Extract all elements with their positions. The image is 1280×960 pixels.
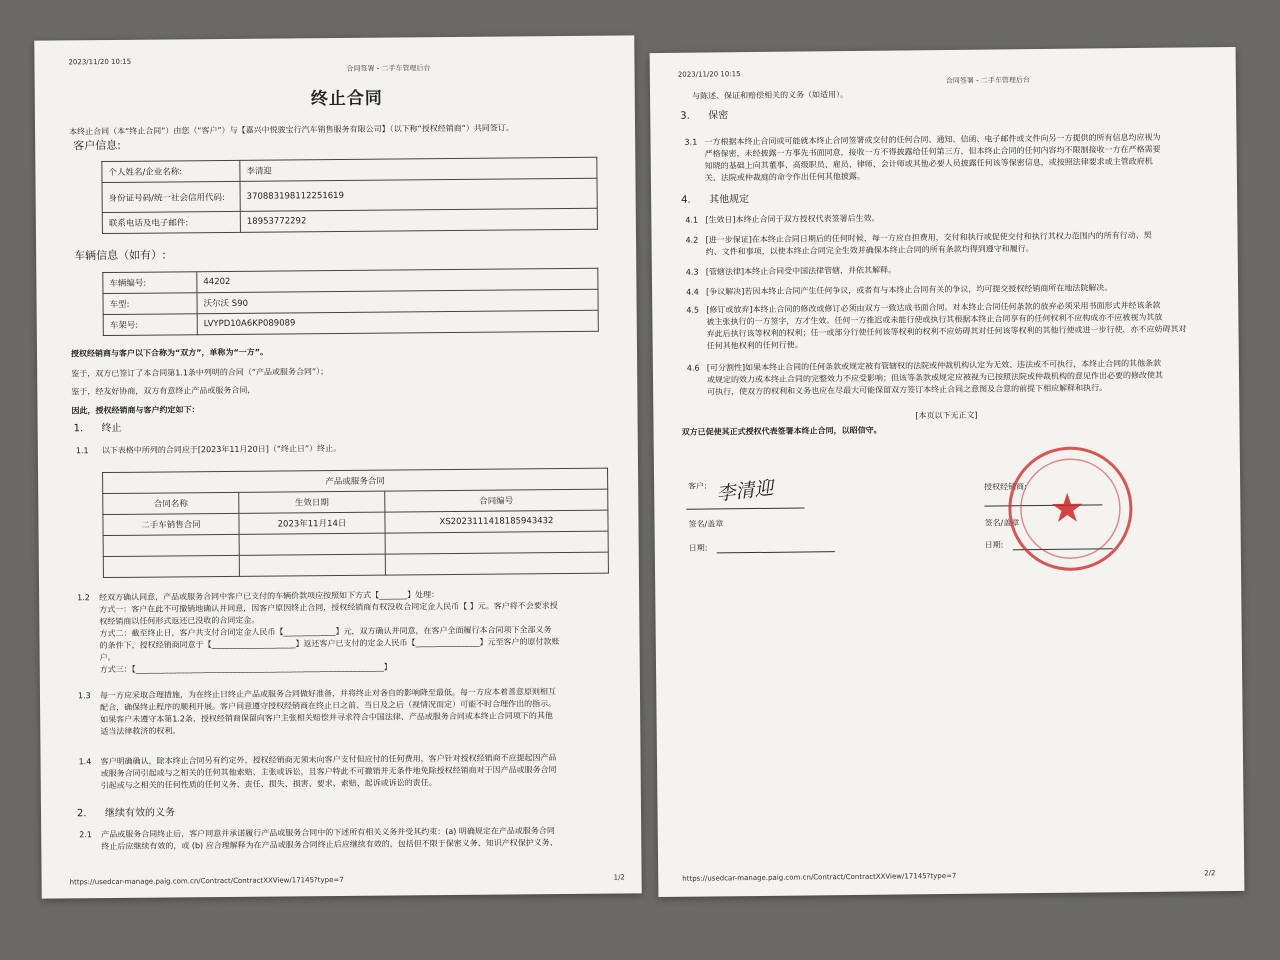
clause-line: 严格保密，未经披露一方事先书面同意，接收一方不得披露给任何第三方，但本终止合同的任何内容均不限制接收一方在严格需要 [704,144,1161,159]
clause-4-5 [706,299,1226,352]
clause-line: 方式三：【______________________________________________________________】 [99,662,392,675]
table-cell [103,555,239,577]
page-url: https://usedcar-manage.paig.com.cn/Contract/ContractXXView/17145?type=7 [682,871,957,883]
customer-info-heading: 客户信息: [73,138,121,153]
section-1-number: 1. [73,423,84,435]
table-cell [239,554,385,576]
clause-line: 引起或与之相关的任何性质的任何义务、责任、损失、损害、要求、索赔、起诉或诉讼的责任。 [100,778,437,791]
clause-1-3-number: 1.3 [77,691,91,701]
clause-4-5-number: 4.5 [686,305,700,315]
clause-line: 方式二：截至终止日，客户共支付合同定金人民币【_____________】元，双方确认并同意，在客户全面履行本合同项下全部义务 [99,625,552,639]
vehicle-value: 沃尔沃 S90 [197,289,598,313]
clause-4-3-number: 4.3 [685,267,699,277]
customer-sign-caption: 签名/盖章 [688,519,724,529]
clause-3-1-number: 3.1 [684,137,698,147]
vehicle-info-heading: 车辆信息（如有）: [74,248,166,263]
clause-line: 如果客户未遵守本第1.2条，授权经销商保留向客户主张相关赔偿并寻求符合中国法律、产品或服务合同或本终止合同项下的其他 [100,711,553,725]
clause-4-4-number: 4.4 [686,287,699,297]
clause-line: 产品或服务合同终止后，客户同意并承诺履行产品或服务合同中的下述所有相关义务并受其约束：(a) 明确规定在产品或服务合同 [101,826,555,840]
clause-4-1: [生效日]本终止合同于双方授权代表签署后生效。 [705,213,880,225]
print-timestamp: 2023/11/20 10:15 [677,70,741,79]
customer-value: 李清迎 [240,157,597,181]
table-cell: 2023年11月14日 [239,512,385,534]
table-cell [385,531,608,554]
dealer-sign-caption: 签名/盖章 [984,518,1020,528]
contract-table [102,468,609,578]
contract-table-caption: 产品或服务合同 [103,468,608,493]
customer-value: 18953772292 [240,208,597,232]
vehicle-label: 车架号: [103,314,197,336]
section-2-title: 继续有效的义务 [104,807,176,820]
table-row [102,208,597,233]
column-header: 生效日期 [239,491,385,513]
clause-line: 知晓的基础上向其董事、高级职员、雇员、律师、会计师或其他必要人员披露任何该等保密信息，或按照法律要求或主管政府机 [704,156,1153,171]
clause-line: 终止后应继续有效的，或 (b) 应合理解释为在产品或服务合同终止后应继续有效的，包括但不限于保密义务、知识产权保护义务、 [101,838,558,852]
table-cell [239,533,385,555]
section-3-number: 3. [680,110,690,122]
customer-sign-label: 客户: [688,481,707,491]
clause-line: [进一步保证]在本终止合同日期后的任何时候，每一方应自担费用，交付和执行或促使交付和执行其权力范围内的所有行动、契 [705,230,1152,245]
clause-1-4 [101,751,631,792]
customer-date-label: 日期: [688,543,708,553]
clause-line: 经双方确认同意，产品或服务合同中客户已支付的车辆价款项应按照如下方式【_______】处理： [99,590,440,603]
intro-paragraph: 本终止合同（本“终止合同”）由您（“客户”）与【嘉兴中悦骏宝行汽车销售服务有限公司】（以下称“授权经销商”）共同签订。 [69,123,514,137]
vehicle-value: 44202 [197,268,598,292]
document-title: 终止合同 [310,88,383,110]
party-definition: 授权经销商与客户以下合称为“双方”，单称为“一方”。 [70,347,269,359]
customer-date-line [717,551,835,553]
table-cell [385,552,608,575]
customer-value: 370883198112251619 [240,178,597,211]
clause-3-1 [704,131,1224,184]
clause-line: 可执行，使双方的权利和义务也应在尽最大可能保留双方签订本终止合同之意图及合意的前提下相应解释和执行。 [707,383,1108,397]
clause-line: [修订或放弃]本终止合同的修改或修订必须由双方一致达成书面合同。对本终止合同任何条款的放弃必须采用书面形式并经该条款 [706,300,1161,315]
table-cell [103,534,239,556]
clause-line: 或服务合同引起或与之相关的任何其他索赔、主张或诉讼，且客户特此不可撤销并无条件地免除授权经销商对于因产品或服务合同 [100,765,557,779]
clause-line: 或规定的效力或本终止合同的完整效力不应受影响；但该等条款或规定应被视为已按照法院或仲裁机构的意见作出必要的修改使其 [706,370,1164,385]
table-row [102,178,597,212]
section-4-title: 其他规定 [709,194,750,206]
customer-signature: 李清迎 [715,476,775,506]
table-cell: 二手车销售合同 [103,513,239,535]
clause-2-1-number: 2.1 [79,830,92,840]
clause-line: 户。 [99,652,116,663]
witness-statement: 双方已促使其正式授权代表签署本终止合同，以昭信守。 [681,425,882,437]
table-row [103,310,598,335]
customer-info-table [101,157,598,234]
clause-line: 客户明确确认，除本终止合同另有约定外，授权经销商无须未向客户支付但应付的任何费用，客户针对授权经销商不应提起因产品 [100,753,557,767]
customer-label: 个人姓名/企业名称: [102,160,240,182]
no-more-text-note: [本页以下无正文] [915,410,978,421]
clause-1-4-number: 1.4 [78,757,92,767]
customer-label: 身份证号码/统一社会信用代码: [102,181,240,212]
page-number: 1/2 [613,873,625,882]
clause-line: 一方根据本终止合同或可能就本终止合同签署或交付的任何合同、通知、信函、电子邮件或文件向另一方提供的所有信息均应视为 [704,132,1161,147]
clause-4-4: [争议解决]若因本终止合同产生任何争议，或者有与本终止合同有关的争议，均可提交授权经销商所在地法院解决。 [706,283,1113,297]
vehicle-label: 车辆编号: [103,272,197,294]
table-cell: XS2023111418185943432 [385,510,608,533]
column-header: 合同名称 [103,492,239,514]
clause-1-2 [99,587,630,676]
section-4-number: 4. [681,194,691,206]
dealer-date-label: 日期: [984,540,1004,550]
clause-line: 被主张执行的一方签字，方才生效。任何一方推迟或未能行使或执行其根据本终止合同享有的任何权利不应构成亦不应被视为其放 [706,312,1163,327]
vehicle-info-table [102,268,599,336]
clause-line: 每一方应采取合理措施，为在终止日终止产品或服务合同做好准备，并将终止对各自的影响降至最低。每一方应本着善意原则相互 [99,687,557,701]
contract-page-1 [34,35,641,898]
customer-signature-line [686,507,804,509]
company-seal [1008,446,1133,571]
clause-line: 配合，确保终止程序的顺利开展。客户同意遵守授权经销商在终止日之前、当日及之后（视情况而定）可能不时合理作出的指示。 [100,699,557,713]
whereas-2: 鉴于，经友好协商，双方有意终止产品或服务合同， [71,385,256,397]
customer-label: 联系电话及电子邮件: [102,211,240,233]
section-3-title: 保密 [708,110,729,122]
clause-1-1: 以下表格中所列的合同应于[2023年11月20日]（“终止日”）终止。 [101,443,342,456]
print-header: 合同签署 - 二手车管理后台 [346,64,431,73]
star-icon: ★ [1049,485,1086,532]
clause-1-3 [100,685,630,738]
clause-line: 任何其他权利的任何行使。 [706,340,803,351]
dealer-sign-label: 授权经销商: [984,482,1027,492]
clause-line: 的条件下，授权经销商同意于【_____________________】返还客户已支付的定金人民币【________________】元至客户的原付款账 [99,637,560,651]
clause-4-6 [707,357,1227,398]
clause-2-1 [101,824,631,853]
print-timestamp: 2023/11/20 10:15 [68,57,132,67]
vehicle-label: 车型: [103,293,197,315]
section-1-title: 终止 [101,422,122,435]
clause-4-6-number: 4.6 [686,363,700,373]
print-header: 合同签署 - 二手车管理后台 [945,76,1030,85]
clause-line: 弃此后执行该等权利的权利；任一或部分行使任何该等权利的权利不应妨碍其对任何该等权利的其他行使或进一步行使，亦不应妨碍其对 [706,324,1187,339]
page-url: https://usedcar-manage.paig.com.cn/Contract/ContractXXView/17145?type=7 [69,875,344,887]
clause-4-2-number: 4.2 [685,235,699,245]
clause-line: 适当法律救济的权利。 [100,726,181,737]
vehicle-value: LVYPD10A6KP089089 [197,310,598,334]
clause-4-2 [705,229,1225,258]
column-header: 合同编号 [385,489,608,512]
clause-line: 关、法院或仲裁庭的命令作出任何其他披露。 [704,171,865,183]
table-row [103,552,608,577]
clause-line: 约、文件和事项，以使本终止合同完全生效并确保本终止合同的所有条款均得到遵守和履行。 [705,244,1034,257]
clause-line: 权经销商以任何形式返还已没收的合同定金。 [99,615,260,627]
carryover-text: 与陈述、保证和赔偿相关的义务（如适用）。 [692,90,849,101]
clause-line: [可分割性]如果本终止合同的任何条款或规定被有管辖权的法院或仲裁机构认定为无效、违法或不可执行，本终止合同的其他条款 [706,358,1162,373]
clause-4-3: [管辖法律]本终止合同受中国法律管辖，并依其解释。 [705,265,897,277]
clause-line: 方式一：客户在此不可撤销地确认并同意，因客户原因终止合同，授权经销商有权没收合同定金人民币【 】元。客户将不会要求授 [99,601,558,615]
page-number: 2/2 [1204,869,1216,878]
clause-4-1-number: 4.1 [685,215,699,225]
section-2-number: 2. [76,808,87,820]
clause-1-1-number: 1.1 [75,446,89,456]
therefore-clause: 因此，授权经销商与客户约定如下： [71,405,200,416]
whereas-1: 鉴于，双方已签订了本合同第1.1条中列明的合同（“产品或服务合同”）； [71,367,329,379]
contract-page-2 [650,47,1245,897]
clause-1-2-number: 1.2 [77,593,90,603]
